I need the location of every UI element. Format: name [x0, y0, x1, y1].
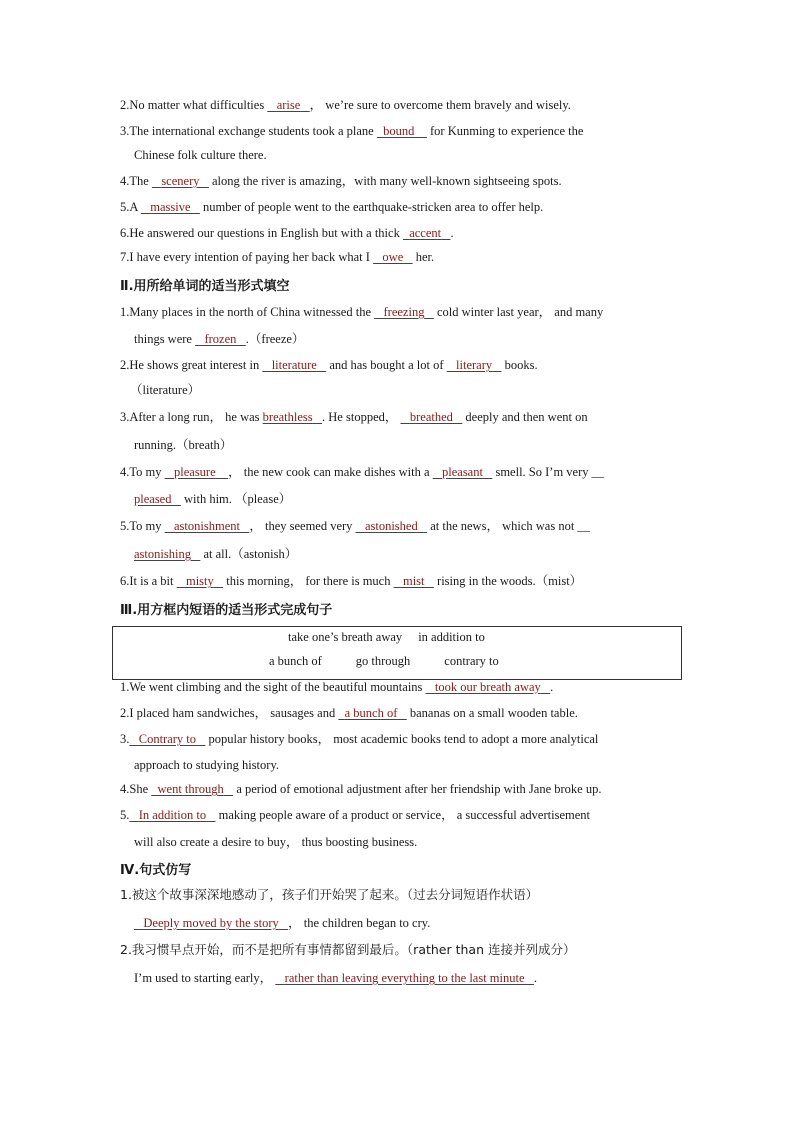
p4-question-1: 1.被这个故事深深地感动了，孩子们开始哭了起来。（过去分词短语作状语） [120, 887, 539, 902]
p3-line-1: 1.We went climbing and the sight of the beautiful mountains took our breath away . [120, 680, 554, 694]
p3-line-6: 5. In addition to making people aware of a product or service， a successful advertisement [120, 808, 590, 822]
p3-line-2: 2.I placed ham sandwiches， sausages and a bunch of bananas on a small wooden table. [120, 706, 578, 720]
p2-line-4: （literature） [130, 383, 201, 397]
p2-line-2: things were frozen .（freeze） [134, 332, 305, 346]
p2-line-5: 3.After a long run， he was breathless . He stopped， breathed deeply and then went on [120, 410, 588, 424]
section-heading-2: Ⅱ.用所给单词的适当形式填空 [120, 279, 290, 294]
section-heading-4: Ⅳ.句式仿写 [120, 863, 192, 878]
sentence-5: 5.A massive number of people went to the earthquake-stricken area to offer help. [120, 200, 544, 214]
answer-accent: accent [409, 226, 442, 240]
p2-line-6: running.（breath） [134, 438, 233, 452]
p4-question-2: 2.我习惯早点开始，而不是把所有事情都留到最后。（rather than 连接并列成分） [120, 942, 576, 957]
p2-line-3: 2.He shows great interest in literature and has bought a lot of literary books. [120, 358, 538, 372]
sentence-4: 4.The scenery along the river is amazing，with many well-known sightseeing spots. [120, 174, 562, 188]
sentence-3: 3.The international exchange students took a plane bound for Kunming to experience the [120, 124, 584, 138]
p2-line-9: 5.To my astonishment ， they seemed very astonished at the news， which was not __ [120, 519, 590, 533]
p2-line-1: 1.Many places in the north of China witnessed the freezing cold winter last year， and many [120, 305, 604, 319]
answer-arise: arise [276, 98, 301, 112]
sentence-7: 7.I have every intention of paying her back what I owe her. [120, 250, 435, 264]
answer-owe: owe [382, 250, 404, 264]
answer-scenery: scenery [161, 174, 200, 188]
p3-line-4: approach to studying history. [134, 758, 280, 772]
p3-line-7: will also create a desire to buy， thus boosting business. [134, 835, 418, 849]
answer-bound: bound [383, 124, 415, 138]
phrase-box-row-2: a bunch of go through contrary to [269, 654, 499, 668]
p2-line-10: astonishing at all.（astonish） [134, 547, 298, 561]
section-heading-3: Ⅲ.用方框内短语的适当形式完成句子 [120, 603, 333, 618]
sentence-2: 2.No matter what difficulties arise ， we’re sure to overcome them bravely and wisely. [120, 98, 571, 112]
phrase-box [112, 626, 682, 680]
p3-line-5: 4.She went through a period of emotional adjustment after her friendship with Jane broke up. [120, 782, 602, 796]
p3-line-3: 3. Contrary to popular history books， most academic books tend to adopt a more analytical [120, 732, 599, 746]
sentence-6: 6.He answered our questions in English but with a thick accent . [120, 226, 454, 240]
p2-line-7: 4.To my pleasure ， the new cook can make dishes with a pleasant smell. So I’m very __ [120, 465, 605, 479]
sentence-3-cont: Chinese folk culture there. [134, 148, 267, 162]
p2-line-11: 6.It is a bit misty this morning， for there is much mist rising in the woods.（mist） [120, 574, 583, 588]
p4-answer-1: Deeply moved by the story ， the children began to cry. [143, 916, 431, 930]
phrase-box-row-1: take one’s breath away in addition to [288, 630, 485, 644]
answer-massive: massive [150, 200, 191, 214]
p2-line-8: pleased with him. （please） [134, 492, 292, 506]
p4-answer-2: I’m used to starting early， rather than leaving everything to the last minute . [134, 971, 538, 985]
